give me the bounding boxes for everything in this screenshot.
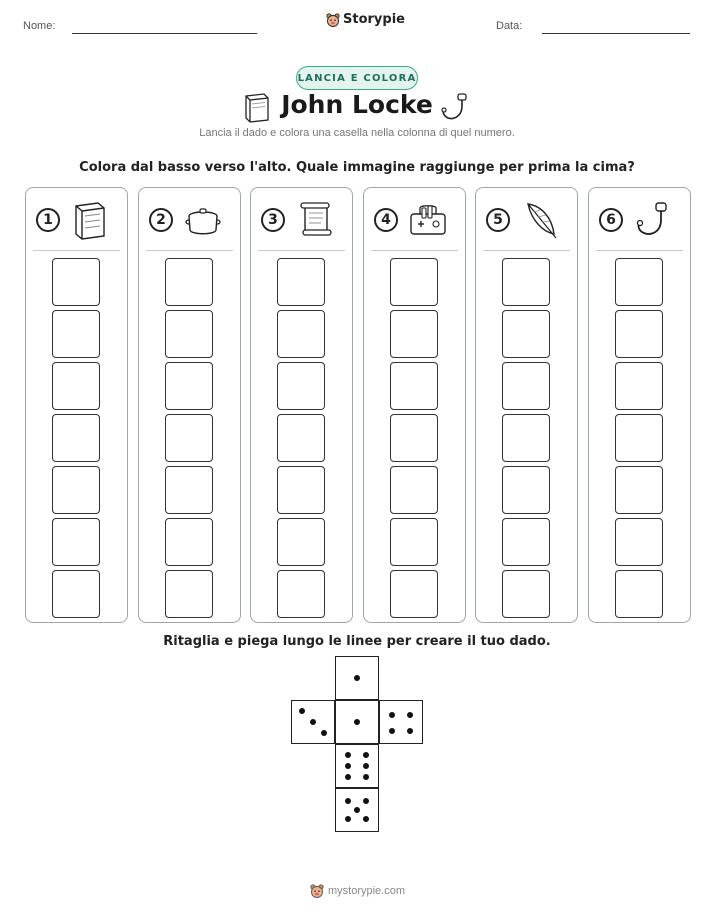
color-cell[interactable]	[502, 258, 550, 306]
number-4: 4	[374, 208, 398, 232]
color-cell[interactable]	[390, 414, 438, 462]
game-instruction: Colora dal basso verso l'alto. Quale immagine raggiunge per prima la cima?	[79, 160, 635, 175]
column-divider	[483, 250, 570, 251]
color-cell[interactable]	[390, 518, 438, 566]
column-divider	[33, 250, 120, 251]
color-cell[interactable]	[277, 570, 325, 618]
pipe-icon	[438, 92, 470, 122]
color-cell[interactable]	[52, 258, 100, 306]
number-3: 3	[261, 208, 285, 232]
die-face-6	[335, 744, 379, 788]
color-cell[interactable]	[52, 466, 100, 514]
name-line[interactable]	[72, 33, 257, 34]
color-cell[interactable]	[390, 362, 438, 410]
die-face-1	[335, 656, 379, 700]
color-cell[interactable]	[502, 570, 550, 618]
pot-icon	[183, 200, 223, 242]
column-5	[475, 187, 578, 623]
color-cell[interactable]	[165, 518, 213, 566]
pip	[354, 719, 360, 725]
color-cell[interactable]	[390, 258, 438, 306]
storypie-logo	[326, 12, 405, 27]
column-divider	[596, 250, 683, 251]
pipe-icon	[633, 200, 673, 242]
brand-name: Storypie	[343, 12, 405, 27]
color-cell[interactable]	[390, 570, 438, 618]
die-face-3	[291, 700, 335, 744]
pip	[345, 752, 351, 758]
pip	[389, 712, 395, 718]
color-cell[interactable]	[615, 414, 663, 462]
pip	[363, 752, 369, 758]
book-icon	[242, 92, 272, 124]
pip	[321, 730, 327, 736]
color-cell[interactable]	[502, 362, 550, 410]
pip	[363, 763, 369, 769]
column-divider	[258, 250, 345, 251]
color-cell[interactable]	[615, 466, 663, 514]
pip	[407, 728, 413, 734]
column-6	[588, 187, 691, 623]
pip	[363, 774, 369, 780]
color-cell[interactable]	[165, 258, 213, 306]
color-cell[interactable]	[277, 362, 325, 410]
color-cell[interactable]	[277, 310, 325, 358]
footer	[310, 884, 405, 898]
die-face-5	[335, 788, 379, 832]
color-cell[interactable]	[277, 466, 325, 514]
medical-bag-icon	[408, 200, 448, 242]
color-cell[interactable]	[52, 362, 100, 410]
color-cell[interactable]	[502, 518, 550, 566]
pip	[389, 728, 395, 734]
number-1: 1	[36, 208, 60, 232]
color-cell[interactable]	[502, 466, 550, 514]
number-6: 6	[599, 208, 623, 232]
color-cell[interactable]	[52, 570, 100, 618]
color-cell[interactable]	[615, 518, 663, 566]
pip	[345, 816, 351, 822]
bear-icon	[326, 13, 340, 27]
color-cell[interactable]	[277, 414, 325, 462]
color-cell[interactable]	[615, 362, 663, 410]
date-label: Data:	[496, 20, 523, 32]
dice-instruction: Ritaglia e piega lungo le linee per creare il tuo dado.	[163, 634, 551, 649]
page-title: John Locke	[281, 90, 433, 119]
color-cell[interactable]	[277, 258, 325, 306]
pip	[354, 675, 360, 681]
pip	[299, 708, 305, 714]
column-3	[250, 187, 353, 623]
die-face-1	[335, 700, 379, 744]
scroll-icon	[295, 200, 335, 242]
pip	[345, 798, 351, 804]
column-4	[363, 187, 466, 623]
color-cell[interactable]	[52, 518, 100, 566]
color-cell[interactable]	[502, 414, 550, 462]
color-cell[interactable]	[615, 258, 663, 306]
color-cell[interactable]	[615, 570, 663, 618]
color-cell[interactable]	[165, 362, 213, 410]
color-cell[interactable]	[165, 414, 213, 462]
number-5: 5	[486, 208, 510, 232]
number-2: 2	[149, 208, 173, 232]
die-face-4	[379, 700, 423, 744]
color-cell[interactable]	[165, 466, 213, 514]
color-cell[interactable]	[277, 518, 325, 566]
bear-icon	[310, 884, 324, 898]
color-cell[interactable]	[502, 310, 550, 358]
pip	[345, 763, 351, 769]
activity-badge: LANCIA E COLORA	[296, 66, 418, 90]
pip	[345, 774, 351, 780]
color-cell[interactable]	[390, 310, 438, 358]
color-cell[interactable]	[52, 310, 100, 358]
column-2	[138, 187, 241, 623]
color-cell[interactable]	[615, 310, 663, 358]
color-cell[interactable]	[165, 570, 213, 618]
column-divider	[146, 250, 233, 251]
pip	[354, 807, 360, 813]
book-icon	[70, 200, 110, 242]
subtitle: Lancia il dado e colora una casella nella colonna di quel numero.	[199, 127, 515, 139]
color-cell[interactable]	[52, 414, 100, 462]
pip	[363, 798, 369, 804]
color-cell[interactable]	[165, 310, 213, 358]
date-line[interactable]	[542, 33, 690, 34]
column-divider	[371, 250, 458, 251]
name-label: Nome:	[23, 20, 56, 32]
column-1	[25, 187, 128, 623]
pip	[310, 719, 316, 725]
pip	[407, 712, 413, 718]
color-cell[interactable]	[390, 466, 438, 514]
pip	[363, 816, 369, 822]
feather-icon	[520, 200, 560, 242]
footer-url[interactable]: mystorypie.com	[328, 885, 406, 897]
